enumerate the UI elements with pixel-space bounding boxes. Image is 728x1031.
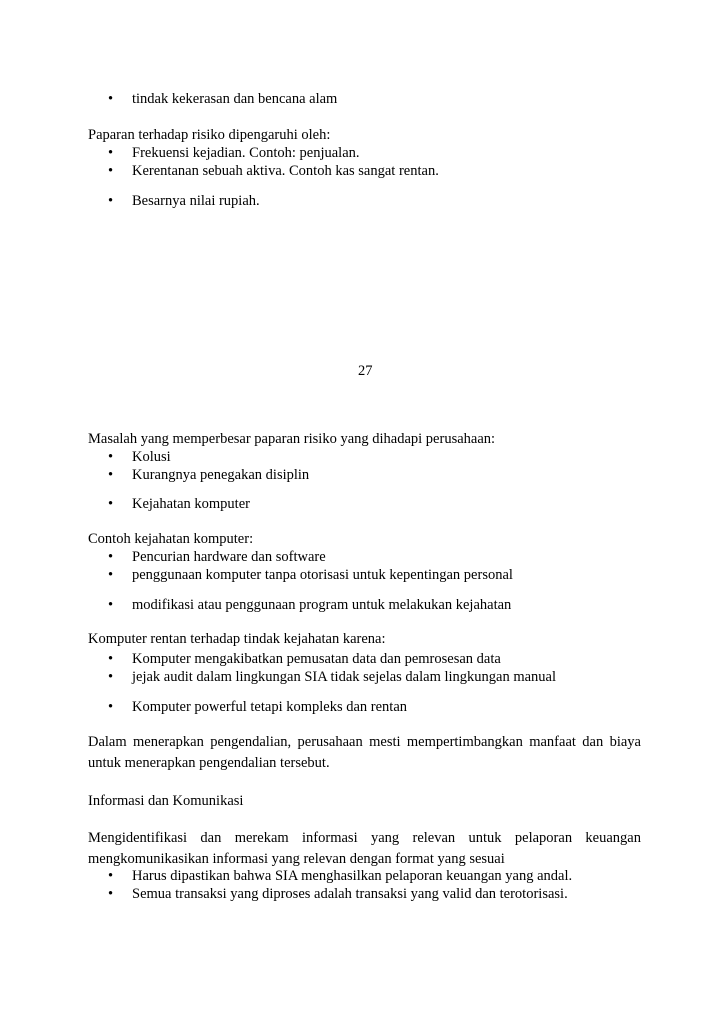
bullet-icon: • (108, 651, 114, 667)
bullet-icon: • (108, 597, 114, 613)
bullet-icon: • (108, 699, 114, 715)
paragraph-line: Dalam menerapkan pengendalian, perusahaan mesti mempertimbangkan manfaat dan biaya (88, 734, 641, 750)
paragraph (88, 732, 641, 774)
paragraph-line: Mengidentifikasi dan merekam informasi yang relevan untuk pelaporan keuangan (88, 830, 641, 846)
list-item-text: Kurangnya penegakan disiplin (132, 467, 310, 483)
bullet-icon: • (108, 449, 114, 465)
bullet-icon: • (108, 868, 114, 884)
paragraph-line: untuk menerapkan pengendalian tersebut. (88, 755, 330, 771)
bullet-icon: • (108, 496, 114, 512)
list-item-text: jejak audit dalam lingkungan SIA tidak sejelas dalam lingkungan manual (132, 669, 557, 685)
section-heading: Paparan terhadap risiko dipengaruhi oleh: (88, 127, 331, 143)
paragraph-line: mengkomunikasikan informasi yang relevan dengan format yang sesuai (88, 851, 505, 867)
list-item-text: modifikasi atau penggunaan program untuk melakukan kejahatan (132, 597, 512, 613)
bullet-icon: • (108, 669, 114, 685)
bullet-icon: • (108, 163, 114, 179)
section-heading: Contoh kejahatan komputer: (88, 531, 254, 547)
bullet-icon: • (108, 567, 114, 583)
list-item-text: Komputer mengakibatkan pemusatan data dan pemrosesan data (132, 651, 501, 667)
bullet-icon: • (108, 549, 114, 565)
bullet-icon: • (108, 467, 114, 483)
page-number: 27 (358, 363, 373, 379)
section-heading: Informasi dan Komunikasi (88, 793, 244, 809)
paragraph (88, 828, 641, 870)
list-item-text: Kerentanan sebuah aktiva. Contoh kas sangat rentan. (132, 163, 439, 179)
list-item-text: penggunaan komputer tanpa otorisasi untuk kepentingan personal (132, 567, 513, 583)
list-item-text: Komputer powerful tetapi kompleks dan rentan (132, 699, 408, 715)
list-item-text: Frekuensi kejadian. Contoh: penjualan. (132, 145, 360, 161)
section-heading: Komputer rentan terhadap tindak kejahatan karena: (88, 631, 386, 647)
bullet-icon: • (108, 886, 114, 902)
bullet-icon: • (108, 193, 114, 209)
list-item-text: Besarnya nilai rupiah. (132, 193, 260, 209)
list-item-text: Semua transaksi yang diproses adalah transaksi yang valid dan terotorisasi. (132, 886, 568, 902)
section-heading: Masalah yang memperbesar paparan risiko yang dihadapi perusahaan: (88, 431, 496, 447)
list-item-text: tindak kekerasan dan bencana alam (132, 91, 338, 107)
list-item-text: Kolusi (132, 449, 171, 465)
list-item-text: Kejahatan komputer (132, 496, 250, 512)
list-item-text: Pencurian hardware dan software (132, 549, 326, 565)
bullet-icon: • (108, 91, 114, 107)
list-item-text: Harus dipastikan bahwa SIA menghasilkan pelaporan keuangan yang andal. (132, 868, 573, 884)
bullet-icon: • (108, 145, 114, 161)
